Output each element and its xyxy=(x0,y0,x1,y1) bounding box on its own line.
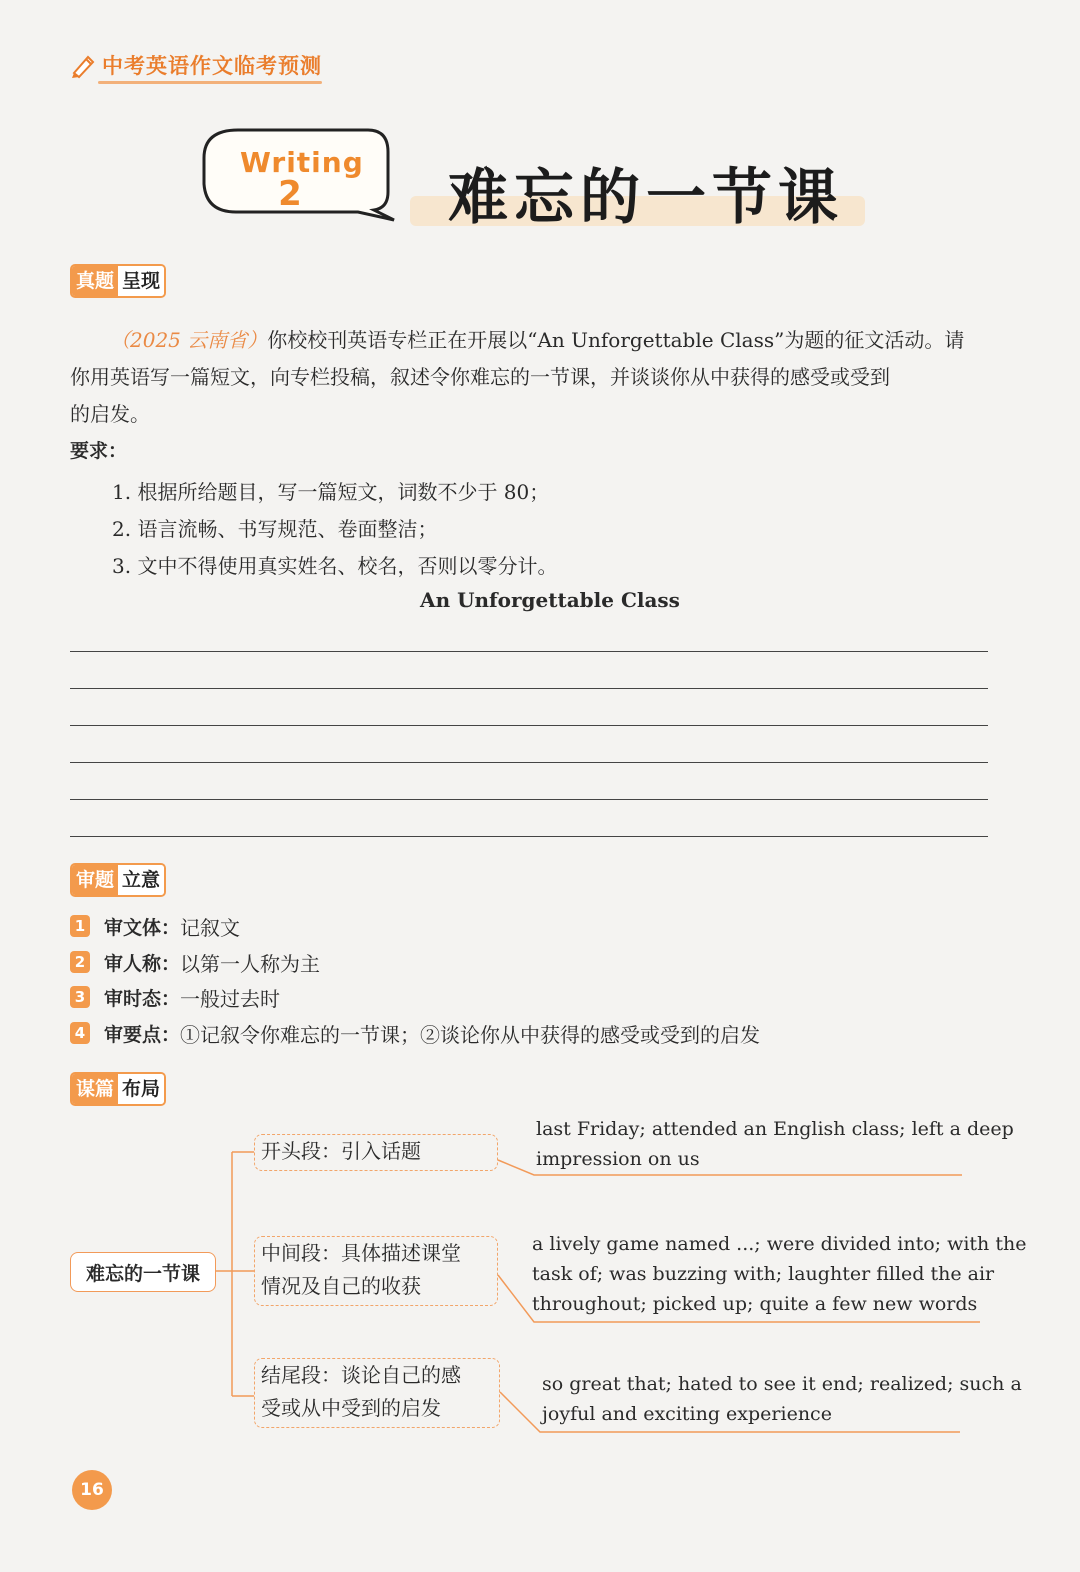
note-line: so great that; hated to see it end; realized; such a xyxy=(542,1373,1022,1395)
node-text: 中间段：具体描述课堂 xyxy=(261,1241,461,1265)
mindmap-node-opening xyxy=(254,1134,498,1171)
note-line: throughout; picked up; quite a few new words xyxy=(532,1293,978,1315)
requirement-1: 1. 根据所给题目，写一篇短文，词数不少于 80； xyxy=(112,480,550,504)
point-key: 审要点： xyxy=(104,1023,181,1046)
note-line: impression on us xyxy=(536,1148,700,1170)
node-text: 结尾段：谈论自己的感 xyxy=(261,1363,461,1387)
phrase-note-ending xyxy=(542,1369,1022,1429)
point-value: 以第一人称为主 xyxy=(180,951,321,976)
node-text: 开头段：引入话题 xyxy=(261,1139,421,1163)
point-number-badge: 4 xyxy=(70,1022,90,1044)
point-value: 一般过去时 xyxy=(180,986,281,1011)
node-text: 受或从中受到的启发 xyxy=(261,1396,441,1420)
series-title: 中考英语作文临考预测 xyxy=(102,54,322,78)
section-label-b: 立意 xyxy=(118,865,164,895)
badge-word: Writing xyxy=(240,146,364,179)
prompt-source: （2025 云南省） xyxy=(110,328,268,352)
page-number: 16 xyxy=(72,1470,112,1510)
requirements-heading: 要求： xyxy=(70,440,128,462)
node-text: 情况及自己的收获 xyxy=(261,1274,421,1298)
note-line: joyful and exciting experience xyxy=(542,1403,832,1425)
point-value: 记叙文 xyxy=(180,915,241,940)
badge-number: 2 xyxy=(278,174,302,214)
requirement-3: 3. 文中不得使用真实姓名、校名，否则以零分计。 xyxy=(112,554,558,578)
mindmap-node-body xyxy=(254,1236,498,1306)
prompt-text-1: 你校校刊英语专栏正在开展以“An Unforgettable Class”为题的征文活动。请 xyxy=(267,328,965,352)
point-key: 审人称： xyxy=(104,952,181,975)
note-line: task of; was buzzing with; laughter filled the air xyxy=(532,1263,995,1285)
requirement-2: 2. 语言流畅、书写规范、卷面整洁； xyxy=(112,517,438,541)
mindmap-node-ending xyxy=(254,1358,500,1428)
section-label-b: 呈现 xyxy=(118,266,164,296)
page-title: 难忘的一节课 xyxy=(448,163,844,233)
essay-title: An Unforgettable Class xyxy=(420,588,680,612)
prompt-line-2: 你用英语写一篇短文，向专栏投稿，叙述令你难忘的一节课，并谈谈你从中获得的感受或受到 xyxy=(70,365,890,389)
prompt-line-3: 的启发。 xyxy=(70,402,150,426)
phrase-note-opening xyxy=(536,1114,1014,1174)
note-line: a lively game named ...; were divided into; with the xyxy=(532,1233,1027,1255)
point-number-badge: 3 xyxy=(70,986,90,1008)
section-label-a: 真题 xyxy=(72,266,118,296)
section-label-a: 审题 xyxy=(72,865,118,895)
mindmap-root: 难忘的一节课 xyxy=(70,1252,216,1292)
point-key: 审文体： xyxy=(104,916,181,939)
phrase-note-body xyxy=(532,1229,1026,1319)
point-number-badge: 2 xyxy=(70,951,90,973)
point-number-badge: 1 xyxy=(70,915,90,937)
section-label-a: 谋篇 xyxy=(72,1074,118,1104)
point-key: 审时态： xyxy=(104,987,181,1010)
section-label-b: 布局 xyxy=(118,1074,164,1104)
point-value: ①记叙令你难忘的一节课；②谈论你从中获得的感受或受到的启发 xyxy=(180,1022,761,1047)
note-line: last Friday; attended an English class; left a deep xyxy=(536,1118,1014,1140)
